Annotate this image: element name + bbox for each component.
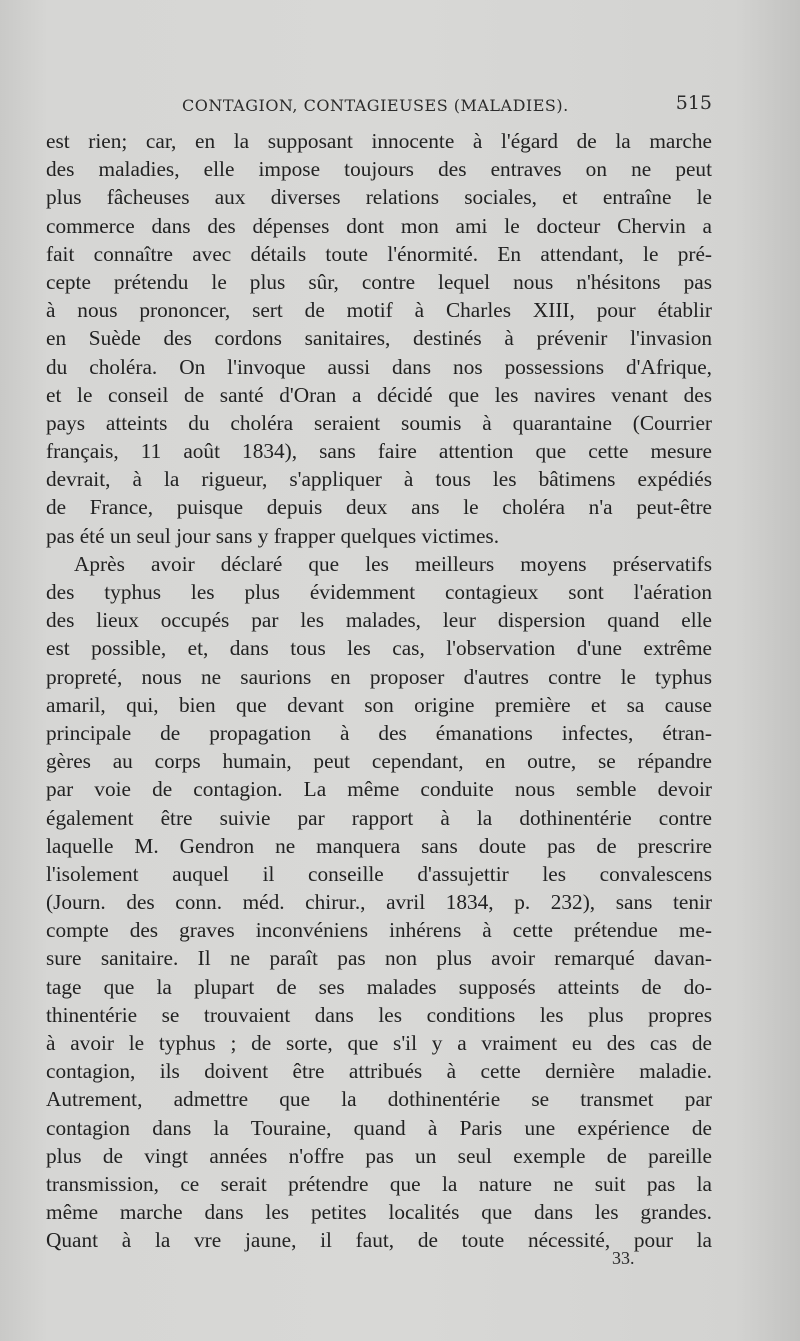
text-line: compte des graves inconvéniens inhérens à cette prétendue me- xyxy=(46,918,712,943)
text-line: devrait, à la rigueur, s'appliquer à tous les bâtimens expédiés xyxy=(46,467,712,492)
text-line: Autrement, admettre que la dothinentérie se transmet par xyxy=(46,1087,712,1112)
text-line: transmission, ce serait prétendre que la nature ne suit pas la xyxy=(46,1171,712,1196)
text-line: à avoir le typhus ; de sorte, que s'il y a vraiment eu des cas de xyxy=(46,1031,712,1055)
text-line: Après avoir déclaré que les meilleurs moyens préservatifs xyxy=(74,551,712,576)
text-line: français, 11 août 1834), sans faire attention que cette mesure xyxy=(46,439,712,464)
running-title: CONTAGION, CONTAGIEUSES (MALADIES). xyxy=(182,96,569,115)
signature-mark: 33. xyxy=(612,1248,635,1268)
page-header xyxy=(46,90,712,120)
text-line: sure sanitaire. Il ne paraît pas non plus avoir remarqué davan- xyxy=(46,946,712,971)
text-line: de France, puisque depuis deux ans le choléra n'a peut-être xyxy=(46,495,712,520)
text-line: à nous prononcer, sert de motif à Charles XIII, pour établir xyxy=(46,298,712,323)
text-line: Quant à la vre jaune, il faut, de toute nécessité, pour la xyxy=(46,1228,712,1253)
text-line: en Suède des cordons sanitaires, destinés à prévenir l'invasion xyxy=(46,326,712,351)
text-line: est possible, et, dans tous les cas, l'observation d'une extrême xyxy=(46,636,712,661)
page-number: 515 xyxy=(675,92,712,114)
text-line: pays atteints du choléra seraient soumis à quarantaine (Courrier xyxy=(46,410,712,435)
text-line: même marche dans les petites localités que dans les grandes. xyxy=(46,1200,712,1225)
text-line: plus fâcheuses aux diverses relations sociales, et entraîne le xyxy=(46,185,712,210)
text-line: pas été un seul jour sans y frapper quelques victimes. xyxy=(46,523,500,548)
text-line: et le conseil de santé d'Oran a décidé que les navires venant des xyxy=(46,382,712,407)
text-line: principale de propagation à des émanations infectes, étran- xyxy=(46,720,712,745)
text-line: des maladies, elle impose toujours des entraves on ne peut xyxy=(46,157,712,182)
text-line: par voie de contagion. La même conduite nous semble devoir xyxy=(46,777,712,802)
text-line: des lieux occupés par les malades, leur dispersion quand elle xyxy=(46,608,712,633)
text-line: contagion dans la Touraine, quand à Paris une expérience de xyxy=(46,1115,712,1140)
text-line: plus de vingt années n'offre pas un seul exemple de pareille xyxy=(46,1143,712,1168)
text-line: également être suivie par rapport à la dothinentérie contre xyxy=(46,805,712,830)
text-line: (Journ. des conn. méd. chirur., avril 1834, p. 232), sans tenir xyxy=(46,890,712,915)
text-line: commerce dans des dépenses dont mon ami le docteur Chervin a xyxy=(46,213,712,238)
text-line: cepte prétendu le plus sûr, contre lequel nous n'hésitons pas xyxy=(46,269,712,294)
text-line: est rien; car, en la supposant innocente à l'égard de la marche xyxy=(46,129,712,153)
text-line: laquelle M. Gendron ne manquera sans doute pas de prescrire xyxy=(46,833,712,858)
body-text xyxy=(46,127,712,1255)
text-line: gères au corps humain, peut cependant, en outre, se répandre xyxy=(46,749,712,774)
text-line: amaril, qui, bien que devant son origine première et sa cause xyxy=(46,692,712,717)
text-line: des typhus les plus évidemment contagieux sont l'aération xyxy=(46,580,712,604)
text-line: tage que la plupart de ses malades supposés atteints de do- xyxy=(46,974,712,999)
text-line: du choléra. On l'invoque aussi dans nos possessions d'Afrique, xyxy=(46,354,712,379)
text-line: fait connaître avec détails toute l'énormité. En attendant, le pré- xyxy=(46,241,712,266)
text-line: thinentérie se trouvaient dans les conditions les plus propres xyxy=(46,1002,712,1027)
text-line: contagion, ils doivent être attribués à cette dernière maladie. xyxy=(46,1059,712,1084)
text-line: propreté, nous ne saurions en proposer d'autres contre le typhus xyxy=(46,664,712,689)
text-line: l'isolement auquel il conseille d'assujettir les convalescens xyxy=(46,861,712,886)
